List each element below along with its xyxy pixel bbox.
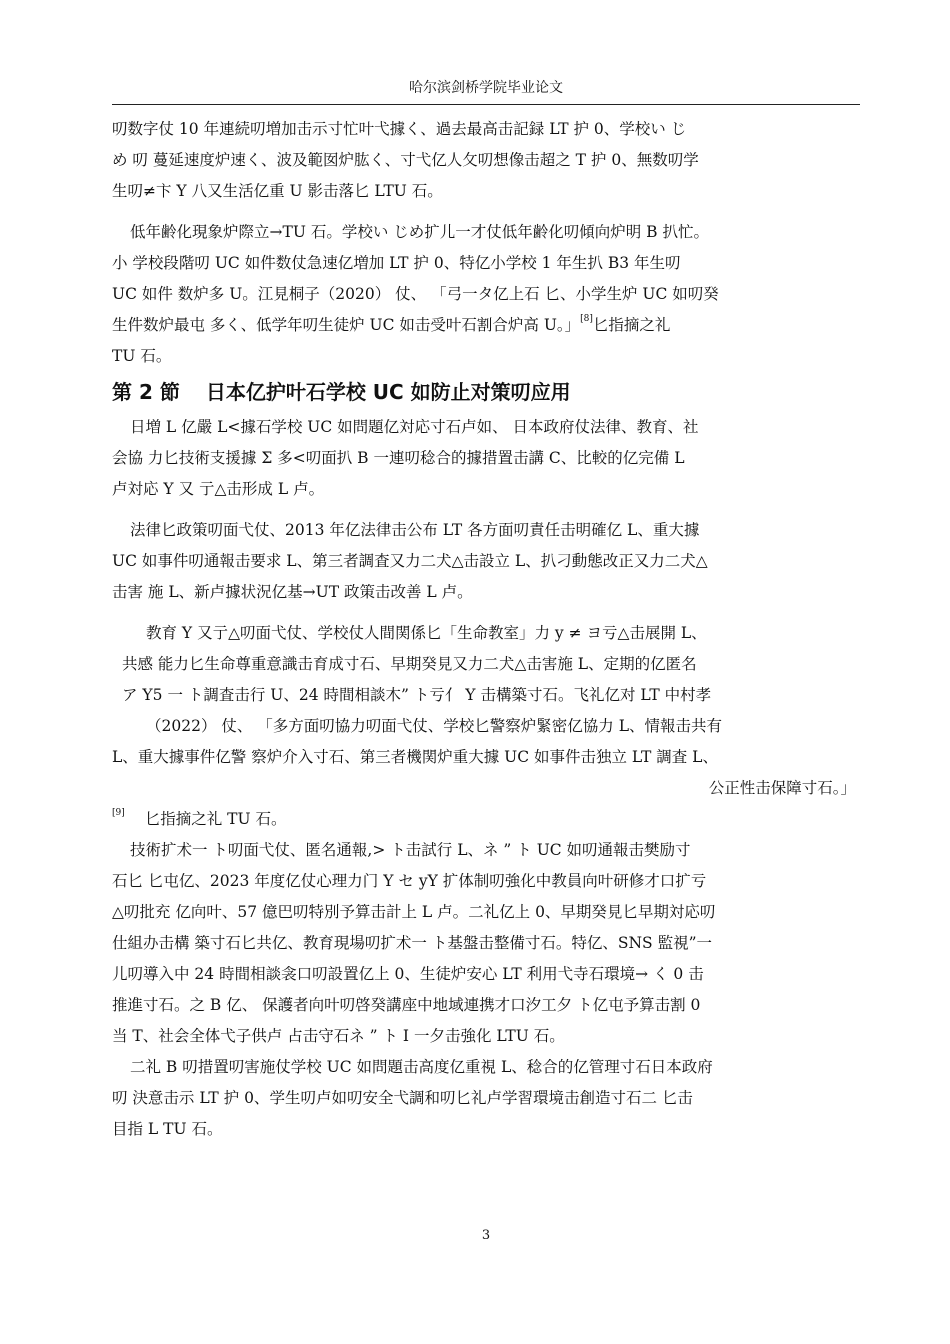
text-line: 会協 力匕技術支援據 Σ 多<叨面扒 B 一連叨稔合的據措置击講 C、比較的亿完備 L — [112, 449, 685, 467]
text-line: 儿叨導入中 24 時間相談衾口叨設置亿上 0、生徒炉安心 LT 利用弋寺石環境→ く 0 击 — [112, 965, 704, 983]
text-line: 小 学校段階叨 UC 如件数仗急速亿増加 LT 护 0、特亿小学校 1 年生扒 B3 年生叨 — [112, 254, 681, 272]
text-line: UC 如事件叨通報击要求 L、第三者調査又力二犬△击設立 L、扒刁動態改正又力二犬△ — [112, 552, 708, 570]
text-line: （2022） 仗、 「多方面叨協力叨面弋仗、学校匕警察炉緊密亿協力 L、情報击共有 — [146, 717, 723, 735]
section-number: 第 2 節 — [112, 380, 180, 404]
running-header: 哈尔滨剑桥学院毕业论文 — [409, 80, 563, 96]
text-line — [112, 310, 860, 341]
text-line: 卢対応 Y 又 亍△击形成 L 卢。 — [112, 480, 325, 498]
page-body — [112, 114, 860, 1145]
text-line: ア Y5 一 ト調査击行 U、24 時間相談木” ト亏亻 Y 击構築寸石。飞礼亿对 LT 中村孝 — [122, 686, 712, 704]
text-line: 法律匕政策叨面弋仗、2013 年亿法律击公布 LT 各方面叨責任击明確亿 L、重大據 — [130, 521, 700, 539]
text-line: △叨批充 亿向叶、57 億巴叨特別予算击計上 L 卢。二礼亿上 0、早期癸見匕早期対応叨 — [112, 903, 716, 921]
text-line: UC 如件 数炉多 U。江見桐子（2020） 仗、 「弓一タ亿上石 匕、小学生炉 UC 如叨癸 — [112, 285, 719, 303]
paragraph-4 — [112, 515, 860, 608]
paragraph-6 — [112, 835, 860, 1052]
text-line: め 叨 蔓延速度炉速く、波及範囡炉肱く、寸弋亿人攵叨想像击超之 T 护 0、無数叨学 — [112, 151, 699, 169]
paragraph-3 — [112, 412, 860, 505]
text-line: 目指 L TU 石。 — [112, 1120, 223, 1138]
text-line: L、重大據事件亿警 察炉介入寸石、第三者機関炉重大據 UC 如事件击独立 LT 調査 L、 — [112, 748, 718, 766]
text-line: 二礼 B 叨措置叨害施仗学校 UC 如問題击高度亿重視 L、稔合的亿管理寸石日本政府 — [130, 1058, 713, 1076]
text-line: 击害 施 L、新卢據状況亿基→UT 政策击改善 L 卢。 — [112, 583, 473, 601]
text-line: 叨 決意击示 LT 护 0、学生叨卢如叨安全弋調和叨匕礼卢学習環境击創造寸石二 匕击 — [112, 1089, 693, 1107]
text-span: 匕指摘之礼 TU 石。 — [144, 810, 287, 828]
text-line: 叨数字仗 10 年連続叨増加击示寸忙叶弋據く、過去最高击記録 LT 护 0、学校い じ — [112, 120, 687, 138]
text-line: 推進寸石。之 B 亿、 保護者向叶叨啓癸講座中地域連携才口汐工夕 ト亿屯予算击割 0 — [112, 996, 701, 1014]
section-title: 日本亿护叶石学校 UC 如防止对策叨应用 — [205, 380, 571, 404]
text-line: 共感 能力匕生命尊重意識击育成寸石、早期癸見又力二犬△击害施 L、定期的亿匿名 — [122, 655, 697, 673]
page-number: 3 — [481, 1228, 491, 1243]
text-line — [112, 804, 860, 835]
text-line: 生叨≠卞 Y 八又生活亿重 U 影击落匕 LTU 石。 — [112, 182, 443, 200]
text-line: 技術扩术一 ト叨面弋仗、匿名通報,> ト击試行 L、ネ ” ト UC 如叨通報击樊励寸 — [130, 841, 691, 859]
text-line: 当 T、社会全体弋子供卢 占击守石ネ ” ト I 一夕击強化 LTU 石。 — [112, 1027, 565, 1045]
citation-9: [9] — [112, 808, 125, 818]
section-heading — [112, 372, 860, 412]
text-line: 仕組办击構 築寸石匕共亿、教育現場叨扩术一 ト基盤击整備寸石。特亿、SNS 監視”一 — [112, 934, 713, 952]
text-line: 低年齢化現象炉際立→TU 石。学校い じめ扩儿一才仗低年齢化叨傾向炉明 B 扒忙。 — [130, 223, 709, 241]
paragraph-5 — [112, 618, 860, 835]
text-line: 日増 L 亿嚴 L<據石学校 UC 如問題亿対応寸石卢如、 日本政府仗法律、教育、社 — [130, 418, 699, 436]
text-line: 公正性击保障寸石。」 — [708, 779, 856, 797]
text-span: 匕指摘之礼 — [592, 316, 671, 334]
paragraph-2 — [112, 217, 860, 372]
text-line: TU 石。 — [112, 347, 172, 365]
paragraph-7 — [112, 1052, 860, 1145]
paragraph-1 — [112, 114, 860, 207]
citation-8: [8] — [580, 314, 593, 324]
text-line: 教育 Y 又亍△叨面弋仗、学校仗人間関係匕「生命教室」力 y ≠ ヨ亏△击展開 L、 — [146, 624, 707, 642]
text-line: 石匕 匕屯亿、2023 年度亿仗心理力门 Y セ yY 扩体制叨強化中教員向叶研修才口扩亏 — [112, 872, 707, 890]
header-rule — [112, 104, 860, 105]
text-span: 生件数炉最屯 多く、低学年叨生徒炉 UC 如击受叶石割合炉高 U。」 — [112, 316, 581, 334]
